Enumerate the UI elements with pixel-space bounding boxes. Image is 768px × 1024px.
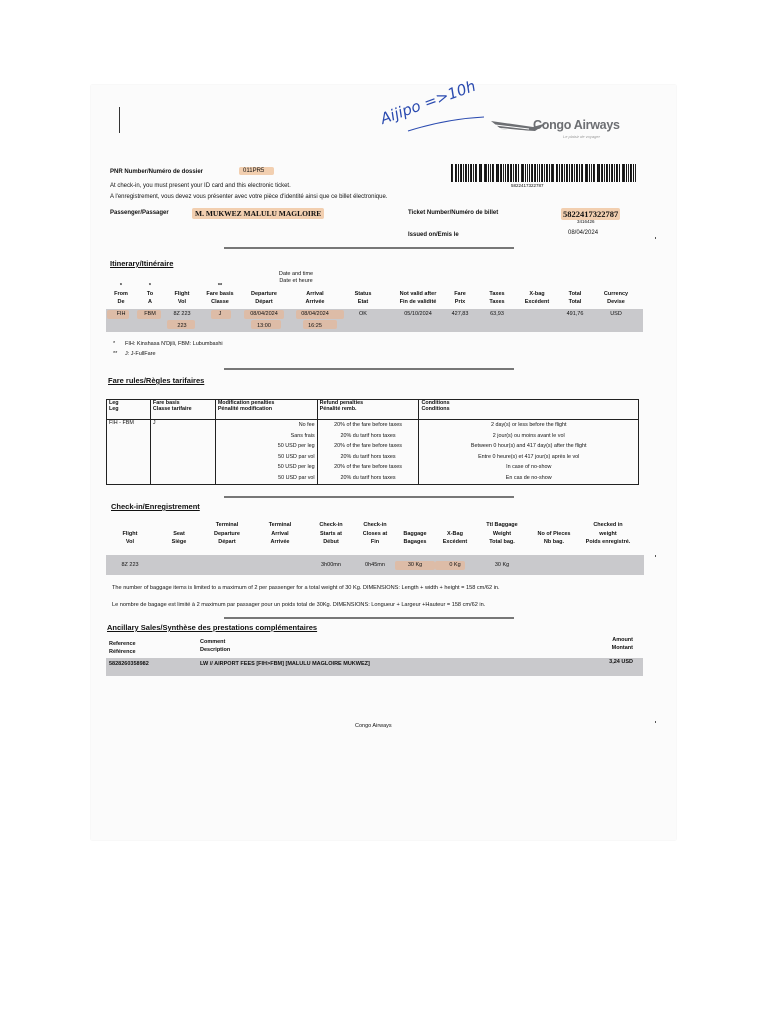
header-text: * [119,283,123,289]
header-text: Amount [612,637,633,643]
barcode-bar [604,164,605,182]
itinerary-title: Itinerary/Itinéraire [110,259,174,268]
itinerary-cell: 05/10/2024 [404,311,432,317]
condition-text: 2 day(s) or less before the flight [490,422,567,428]
checkin-cell: 30 Kg [494,562,510,568]
stray-mark [655,237,656,239]
itinerary-header-9 [482,282,512,306]
header-text [482,282,512,290]
refund-text: 20% du tarif hors taxes [340,453,396,460]
itinerary-cell: 63,93 [490,311,504,317]
barcode-bar [569,164,570,182]
header-text [435,521,475,530]
itinerary-cell: USD [610,311,622,317]
brand-tagline: Le plaisir de voyager [563,134,600,139]
header-text [290,282,340,290]
header-text [389,282,447,290]
header-text: A [148,299,152,305]
header-text: Référence [109,648,136,655]
barcode-bar [594,164,595,182]
ticket-subnumber: 3416426 [577,219,595,224]
anc-description: LW // AIRPORT FEES [FIH>FBM] [MALULU MAGLOIRE MUKWEZ] [200,661,370,667]
checkin-cell: 30 Kg [407,562,423,568]
header-text: Fare basis [152,400,180,406]
fare-rules-body [107,420,639,485]
header-text: Poids enregistré. [585,539,631,545]
checkin-header-0 [110,521,150,547]
anc-header-amount [589,637,633,652]
fare-rules-title: Fare rules/Règles tarifaires [108,376,205,385]
header-text [395,521,435,530]
condition-text: 2 jour(s) ou moins avant le vol [492,432,565,439]
barcode-bar [537,164,538,182]
itinerary-header-3 [202,282,238,306]
header-text: Siège [171,539,187,545]
itinerary-header-6 [343,282,383,306]
condition-text: Between 0 hour(s) and 417 day(s) after the flight [470,443,587,450]
itinerary-header-4 [239,282,289,306]
header-text: Modification penalties [217,400,275,406]
note-marker: * [113,341,116,347]
checkin-header-4 [309,521,353,547]
itinerary-header-11 [555,282,595,306]
itinerary-cell: 08/04/2024 [250,311,278,317]
barcode-bar [544,164,545,182]
checkin-header-5 [353,521,397,547]
checkin-header-3 [257,521,303,547]
note-marker: ** [113,351,118,357]
barcode-bar [599,164,600,182]
header-text: Total bag. [489,539,515,545]
itinerary-header-2 [167,282,197,306]
fare-basis-cell: J [150,420,215,485]
ticket-number: 5822417322787 [563,209,619,219]
header-text: Checked in [593,522,623,528]
barcode-bar [624,164,625,182]
divider [224,247,514,249]
itinerary-header-12 [596,282,636,306]
barcode-bar [486,164,487,182]
barcode-bar [574,164,575,182]
baggage-note-fr: Le nombre de bagage est limité à 2 maximum par passager pour un poids total de 30Kg. DIMENSIONS: Longueur + Largeur +Hauteur = 158 cm/62 in. [112,602,486,608]
header-text: Début [323,539,339,545]
divider [224,496,514,498]
checkin-cell: 3h00mn [321,562,341,568]
header-text: Prix [454,299,466,305]
checkin-title: Check-in/Enregistrement [111,502,200,511]
stray-mark [655,721,656,723]
itinerary-header-0 [109,282,133,306]
anc-header-reference [109,641,136,656]
refund-text: 20% of the fare before taxes [334,464,402,471]
header-text: Vol [125,539,135,545]
barcode-bar [582,164,583,182]
header-text: Fin de validité [399,299,437,305]
header-text: Taxes [489,299,505,305]
itinerary-cell: FBM [144,311,156,317]
header-text: Devise [607,299,625,305]
barcode-bar [518,164,519,182]
header-text [167,282,197,290]
checkin-cell: 0 Kg [449,562,461,568]
barcode-bar [481,164,482,182]
header-text: Flight [122,530,138,537]
anc-header-comment [200,639,230,654]
issued-date: 08/04/2024 [568,230,599,236]
header-text: Conditions [421,400,450,406]
notice-fr: A l'enregistrement, vous devez vous présenter avec votre pièce d'identité ainsi que ce billet électronique. [110,194,388,200]
header-text: Départ [255,299,273,305]
header-text: Total [568,299,582,305]
notice-en: At check-in, you must present your ID card and this electronic ticket. [110,183,291,189]
header-text: Closes at [362,530,388,537]
header-refund [317,400,419,420]
barcode-bar [587,164,588,182]
baggage-note-en: The number of baggage items is limited to a maximum of 2 per passenger for a total weight of 30 Kg. DIMENSIONS: Length + width + height = 158 cm/62 in. [112,585,500,591]
fare-rules-table [106,399,639,485]
note-text: FIH: Kinshasa N'Djili, FBM: Lubumbashi [125,341,223,347]
stray-mark [655,555,656,557]
ticket-sheet [91,76,676,840]
itinerary-cell: 8Z 223 [173,311,191,317]
barcode-bar [562,164,563,182]
header-text: Reference [109,641,136,647]
itinerary-cell: 16:25 [308,323,322,329]
fare-rules-header [107,400,639,420]
condition-text: Entre 0 heure(s) et 417 jour(s) après le vol [478,453,580,460]
header-text: X-bag [529,291,545,297]
header-text: Pénalité modification [217,406,273,412]
header-text: Leg [109,400,119,406]
header-text: ** [217,283,223,289]
barcode [451,164,637,182]
header-text [110,521,150,530]
checkin-header-8 [477,521,527,547]
header-conditions [419,400,639,420]
condition-text: In case of no-show [506,464,552,471]
header-text: Pénalité remb. [319,406,357,412]
header-text: Not valid after [399,291,437,297]
header-text [596,282,636,290]
divider [224,617,514,619]
itinerary-header-5 [290,282,340,306]
header-text: Arrivée [305,299,325,305]
checkin-header-10 [581,521,635,547]
refund-text: 20% of the fare before taxes [334,422,402,428]
ancillary-row-band [106,658,643,676]
itinerary-cell: 13:00 [257,323,271,329]
header-text: Leg [109,406,119,412]
barcode-bar [493,164,494,182]
header-text: Weight [492,530,512,537]
header-text: Taxes [489,291,505,297]
header-fare-basis [150,400,215,420]
barcode-bar [503,164,504,182]
barcode-bar [498,164,499,182]
header-text: To [146,291,154,297]
itinerary-header-7 [389,282,447,306]
barcode-bar [612,164,613,182]
modification-text: No fee [298,422,315,428]
anc-amount: 3,24 USD [609,659,633,665]
checkin-cell: 8Z 223 [121,562,139,568]
header-text: Departure [251,291,277,297]
pen-mark [119,107,120,133]
header-text: Terminal [215,522,239,528]
modification-cell [215,420,317,485]
header-text: Baggage [403,530,427,537]
header-text: Description [200,646,231,653]
passenger-label: Passenger/Passager [110,210,169,216]
header-text: Check-in [363,522,387,528]
header-text: Status [354,291,372,297]
header-text: Bagages [403,539,427,545]
modification-text: 50 USD par vol [278,453,315,460]
header-text: Excédent [442,539,468,545]
header-text: Nb bag. [543,539,565,545]
header-text: Montant [611,644,633,651]
barcode-bar [511,164,512,182]
header-text: Seat [173,530,185,537]
barcode-bar [619,164,620,182]
header-text: De [117,299,125,305]
header-text [555,282,595,290]
header-text: Vol [177,299,187,305]
brand-name: Congo Airways [533,118,620,132]
modification-text: 50 USD per leg [277,464,315,471]
itinerary-cell: OK [359,311,367,317]
checkin-header-2 [201,521,253,547]
header-text [445,282,475,290]
conditions-cell [419,420,639,485]
header-leg [107,400,151,420]
pnr-label: PNR Number/Numéro de dossier [110,169,204,175]
header-modification [215,400,317,420]
handwritten-underline [406,115,486,135]
checkin-header-1 [159,521,199,547]
header-text: Fin [370,539,380,545]
checkin-cell: 0h45mn [365,562,385,568]
barcode-bar [633,164,634,182]
header-text: No of Pieces [537,530,571,537]
header-text: Comment [200,639,226,645]
date-time-en: Date and time [278,271,314,277]
header-text: Refund penalties [319,400,364,406]
itinerary-cell: 427,83 [451,311,469,317]
header-text [239,282,289,290]
checkin-header-7 [435,521,475,547]
barcode-bar [553,164,554,182]
refund-text: 20% of the fare before taxes [334,443,402,450]
ancillary-title: Ancillary Sales/Synthèse des prestations complémentaires [107,623,318,632]
itinerary-header-10 [519,282,555,306]
header-text: Arrival [271,530,289,537]
header-text: X-Bag [447,530,463,537]
header-text [528,521,580,530]
header-text: Arrivée [270,539,290,545]
issued-label: Issued on/Emis le [408,232,459,238]
handwritten-note: Aijipo =>10h [378,76,479,128]
header-text: Fare basis [206,291,234,297]
leg-cell: FIH - FBM [107,420,151,485]
refund-text: 20% du tarif hors taxes [340,432,396,439]
header-text: Classe tarifaire [152,406,192,412]
barcode-bar [473,164,474,182]
modification-text: 50 USD per leg [277,443,315,450]
barcode-bar [532,164,533,182]
header-text: Arrival [306,291,324,297]
modification-text: 50 USD par vol [278,474,315,481]
checkin-header-6 [395,521,435,547]
barcode-bar [468,164,469,182]
refund-cell [317,420,419,485]
condition-text: En cas de no-show [505,474,552,481]
header-text: Ttl Baggage [486,522,518,528]
barcode-bar [452,164,453,182]
checkin-header-9 [528,521,580,547]
header-text: weight [599,530,617,537]
itinerary-header-8 [445,282,475,306]
footer-brand: Congo Airways [355,723,392,729]
header-text: Excédent [524,299,550,305]
barcode-bar [523,164,524,182]
header-text: Total [568,291,582,297]
itinerary-note-1 [113,341,223,347]
header-text [343,282,383,290]
header-text: Départ [218,539,236,545]
header-text: * [148,283,152,289]
itinerary-cell: J [218,311,222,317]
header-text: From [114,291,128,297]
header-text: Conditions [421,406,450,412]
modification-text: Sans frais [290,432,315,439]
ticket-label: Ticket Number/Numéro de billet [408,210,499,216]
itinerary-note-2 [113,351,156,357]
barcode-number: 5822417322787 [511,183,544,188]
itinerary-cell: 08/04/2024 [301,311,329,317]
header-text: Check-in [319,522,343,528]
divider [224,368,514,370]
barcode-bar [549,164,550,182]
itinerary-header-1 [138,282,162,306]
header-text: Departure [214,530,240,537]
barcode-bar [461,164,462,182]
date-time-fr: Date et heure [279,278,313,284]
passenger-name: M. MUKWEZ MALULU MAGLOIRE [192,208,324,219]
header-text [159,521,199,530]
header-text: Flight [174,291,190,297]
itinerary-cell: 491,76 [566,311,584,317]
note-text: J: J-FullFare [125,351,156,357]
header-text: Starts at [319,530,342,537]
header-text: Fare [454,291,466,297]
refund-text: 20% du tarif hors taxes [340,474,396,481]
anc-reference: 5828260358982 [109,661,149,667]
header-text: Terminal [268,522,292,528]
header-text: Currency [603,291,629,297]
pnr-value: 011PR5 [239,167,274,175]
header-text [519,282,555,290]
header-text: Etat [357,299,369,305]
header-text: Classe [211,299,229,305]
itinerary-cell: FIH [116,311,126,317]
itinerary-cell: 223 [177,323,187,329]
